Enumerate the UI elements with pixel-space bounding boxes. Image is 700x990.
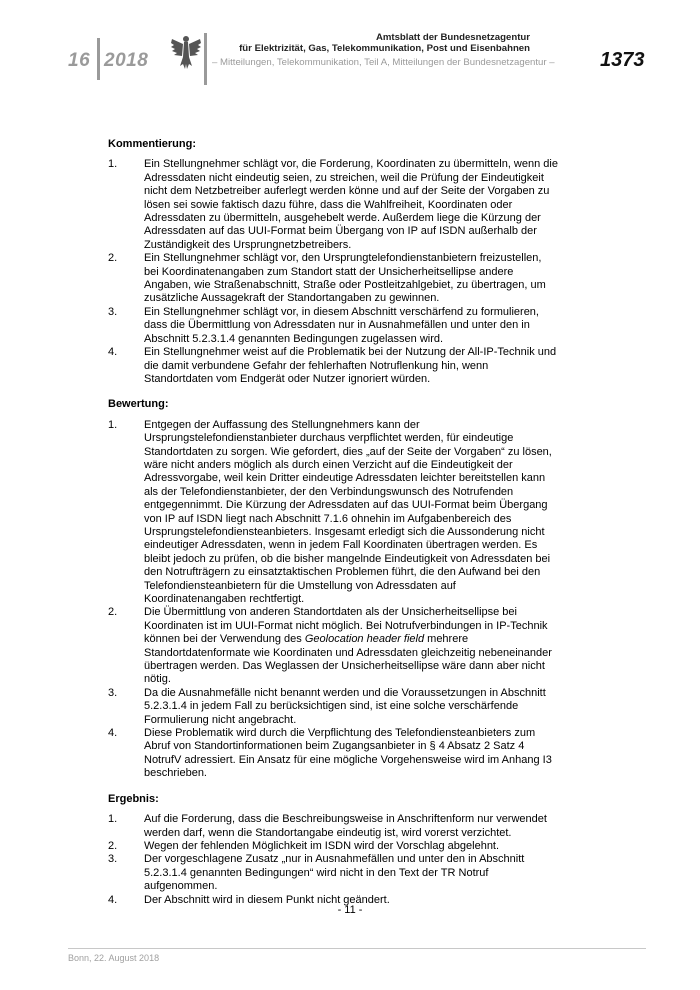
- section-heading-bewertung: Bewertung:: [108, 398, 169, 411]
- item-number: 2.: [108, 839, 118, 852]
- issue-year: 2018: [104, 50, 149, 71]
- text-line: NotrufV adressiert. Ein Ansatz für eine mögliche Vorgehensweise wird im Anhang I3: [144, 753, 552, 766]
- page-header: [0, 0, 700, 90]
- text-run: mehrere: [424, 633, 469, 646]
- text-line: Standortdaten zu sorgen. Wie gefordert, dies „auf der Seite der Vorgaben“ zu lösen,: [144, 445, 552, 458]
- bewertung-list: [108, 419, 588, 781]
- item-text: [144, 606, 588, 686]
- ergebnis-list: [108, 813, 588, 907]
- text-line: nicht dem Netzbetreiber auferlegt werden könne und auf der Seite der Vorgaben zu: [144, 185, 550, 198]
- list-item: [108, 727, 588, 781]
- text-line: Zuständigkeit des Ursprungnetzbetreibers.: [144, 238, 352, 251]
- item-text: [144, 306, 588, 346]
- emphasis-term: Geolocation header field: [304, 633, 425, 646]
- item-text: [144, 853, 588, 893]
- text-line: Koordinaten ist im UUI-Format nicht möglich. Bei Notrufverbindungen in IP-Technik: [144, 619, 548, 632]
- text-line: Angaben, wie Straßenabschnitt, Straße oder Postleitzahlgebiet, zu übertragen, um: [144, 279, 546, 292]
- text-line: Auf die Forderung, dass die Beschreibungsweise in Anschriftenform nur verwendet: [144, 813, 547, 826]
- item-number: 1.: [108, 813, 118, 826]
- text-run: können bei der Verwendung des: [144, 633, 305, 646]
- footer-divider: [68, 948, 646, 949]
- text-line: Ursprungstelefondiensteanbieters. Insgesamt erledigt sich die Aussonderung nicht: [144, 525, 545, 538]
- text-line: Ein Stellungnehmer schlägt vor, den Ursprungtelefondienstanbietern freizustellen,: [144, 252, 542, 265]
- section-heading-ergebnis: Ergebnis:: [108, 792, 159, 805]
- list-item: [108, 158, 588, 252]
- text-line: nötig.: [144, 673, 171, 686]
- list-item: [108, 687, 588, 727]
- text-line: entgegennimmt. Die Kürzung der Adressdaten auf das UUI-Format beim Übergang: [144, 499, 548, 512]
- text-line: Abschnitt 5.2.3.1.4 genannten Bedingungen zugelassen wird.: [144, 332, 444, 345]
- publication-title-line1: Amtsblatt der Bundesnetzagentur: [375, 32, 530, 43]
- item-text: [144, 252, 588, 306]
- publication-title: [210, 32, 530, 54]
- text-line: Der vorgeschlagene Zusatz „nur in Ausnahmefällen und unter den in Abschnitt: [144, 853, 525, 866]
- text-line: den Notrufträgern zu einsatztaktischen Problemen führt, die den Aufwand bei den: [144, 566, 541, 579]
- text-line: Wegen der fehlenden Möglichkeit im ISDN wird der Vorschlag abgelehnt.: [144, 839, 500, 852]
- item-number: 3.: [108, 686, 118, 699]
- text-line: eindeutiger Adressdaten, wenn in jedem Fall Koordinaten übertragen werden. Es: [144, 539, 538, 552]
- text-line: Abruf von Standortinformationen beim Zugangsanbieter in § 4 Absatz 2 Satz 4: [144, 740, 525, 753]
- federal-eagle-icon: [170, 33, 202, 71]
- text-line: aufgenommen.: [144, 880, 218, 893]
- text-line: werden darf, wenn die Standortangabe eindeutig ist, wird vorerst verzichtet.: [144, 826, 512, 839]
- item-text: [144, 687, 588, 727]
- text-line: Ursprungstelefondienstanbieter durchaus verpflichtet werden, für eindeutige: [144, 432, 514, 445]
- page-number: 1373: [600, 49, 645, 71]
- text-line: Ein Stellungnehmer schlägt vor, die Forderung, Koordinaten zu übermitteln, wenn die: [144, 158, 558, 171]
- text-line: Der Abschnitt wird in diesem Punkt nicht geändert.: [144, 893, 390, 906]
- item-text: [144, 346, 588, 386]
- text-line: Standortdaten vom Endgerät oder Nutzer ignoriert würden.: [144, 372, 431, 385]
- text-line: Da die Ausnahmefälle nicht benannt werden und die Voraussetzungen in Abschnitt: [144, 686, 546, 699]
- item-text: [144, 813, 588, 840]
- text-line: Koordinatenangaben rechtfertigt.: [144, 593, 305, 605]
- item-text: [144, 840, 588, 853]
- text-line: die damit verbundene Gefahr der fehlerhaften Notruflenkung hin, wenn: [144, 359, 489, 372]
- item-text: [144, 158, 588, 252]
- text-line: 5.2.3.1.4 in jedem Fall zu berücksichtigen sind, ist eine solche verschärfende: [144, 700, 519, 713]
- text-line: 5.2.3.1.4 genannten Bedingungen“ wird nicht in den Text der TR Notruf: [144, 866, 489, 879]
- item-number: 4.: [108, 727, 118, 740]
- text-line: [144, 633, 588, 646]
- item-number: 1.: [108, 418, 118, 431]
- kommentierung-list: [108, 158, 588, 386]
- text-line: Adressdaten nicht eindeutig seien, zu streichen, weil die Prüfung der Eindeutigkeit: [144, 171, 544, 184]
- issue-divider: [97, 38, 100, 80]
- text-line: als der Telefondienstanbieter, der den Verbindungswunsch des Notrufenden: [144, 485, 514, 498]
- text-line: Entgegen der Auffassung des Stellungnehmers kann der: [144, 418, 420, 431]
- list-item: [108, 813, 588, 840]
- section-heading-kommentierung: Kommentierung:: [108, 138, 196, 150]
- page-label: - 11 -: [337, 904, 363, 916]
- issue-number: 16: [68, 50, 91, 71]
- text-line: Adressdaten auf das UUI-Format beim Übergang von IP auf ISDN außerhalb der: [144, 225, 537, 238]
- text-line: Telefondiensteanbietern für die Umstellung von Adressdaten auf: [144, 579, 456, 592]
- text-line: wäre nicht anders möglich als durch einen Verzicht auf die Eindeutigkeit der: [144, 458, 513, 471]
- text-line: von IP auf ISDN liegt nach Abschnitt 7.1.6 ohnehin im Aufgabenbereich des: [144, 512, 512, 525]
- spacer: [108, 781, 588, 793]
- section-subtitle: – Mitteilungen, Telekommunikation, Teil A, Mitteilungen der Bundesnetzagentur –: [212, 57, 555, 68]
- list-item: [108, 306, 588, 346]
- text-line: zusätzliche Aussagekraft der Standortangaben zu gewinnen.: [144, 292, 440, 305]
- footer-date: Bonn, 22. August 2018: [68, 953, 160, 963]
- text-line: Formulierung nicht angebracht.: [144, 713, 297, 726]
- item-number: 2.: [108, 606, 118, 619]
- text-line: Ein Stellungnehmer schlägt vor, in diesem Abschnitt verschärfend zu formulieren,: [144, 305, 539, 318]
- text-line: bleibt jedoch zu prüfen, ob die bisher mangelnde Eindeutigkeit von Adressdaten bei: [144, 552, 551, 565]
- item-text: [144, 419, 588, 607]
- text-line: lösen sei sowie faktisch dazu führe, dass die Wahlfreiheit, Koordinaten oder: [144, 198, 513, 211]
- document-body: [108, 138, 588, 907]
- item-number: 3.: [108, 853, 118, 866]
- list-item: [108, 252, 588, 306]
- list-item: [108, 346, 588, 386]
- text-line: Ein Stellungnehmer weist auf die Problematik bei der Nutzung der All-IP-Technik und: [144, 346, 557, 359]
- list-item: [108, 419, 588, 607]
- text-line: Adressdaten zu übermitteln, ausgehebelt werde. Außerdem liege die Kürzung der: [144, 212, 541, 225]
- text-line: bei Koordinatenangaben zum Standort statt der Unsicherheitsellipse andere: [144, 265, 514, 278]
- text-line: Adressvorgabe, weil kein Dritter eindeutige Adressdaten leichter bereitstellen kann: [144, 472, 546, 485]
- item-number: 4.: [108, 893, 118, 906]
- item-number: 2.: [108, 252, 118, 265]
- text-line: Standortdatenformate wie Koordinaten und Adressdaten gleichzeitig nebeneinander: [144, 646, 552, 659]
- spacer: [108, 386, 588, 398]
- item-number: 4.: [108, 346, 118, 359]
- list-item: [108, 606, 588, 686]
- text-line: beschrieben.: [144, 767, 207, 780]
- list-item: [108, 840, 588, 853]
- item-number: 3.: [108, 305, 118, 318]
- text-line: Diese Problematik wird durch die Verpflichtung des Telefondiensteanbieters zum: [144, 727, 536, 740]
- publication-title-line2: für Elektrizität, Gas, Telekommunikation, Post und Eisenbahnen: [239, 43, 530, 54]
- text-line: dass die Übermittlung von Adressdaten nur in Ausnahmefällen und unter den in: [144, 319, 530, 332]
- item-text: [144, 727, 588, 781]
- list-item: [108, 853, 588, 893]
- text-line: übertragen werden. Das Weglassen der Unsicherheitsellipse wäre dann aber nicht: [144, 660, 545, 673]
- item-number: 1.: [108, 158, 118, 171]
- header-divider: [204, 33, 207, 85]
- text-line: Die Übermittlung von anderen Standortdaten als der Unsicherheitsellipse bei: [144, 606, 517, 619]
